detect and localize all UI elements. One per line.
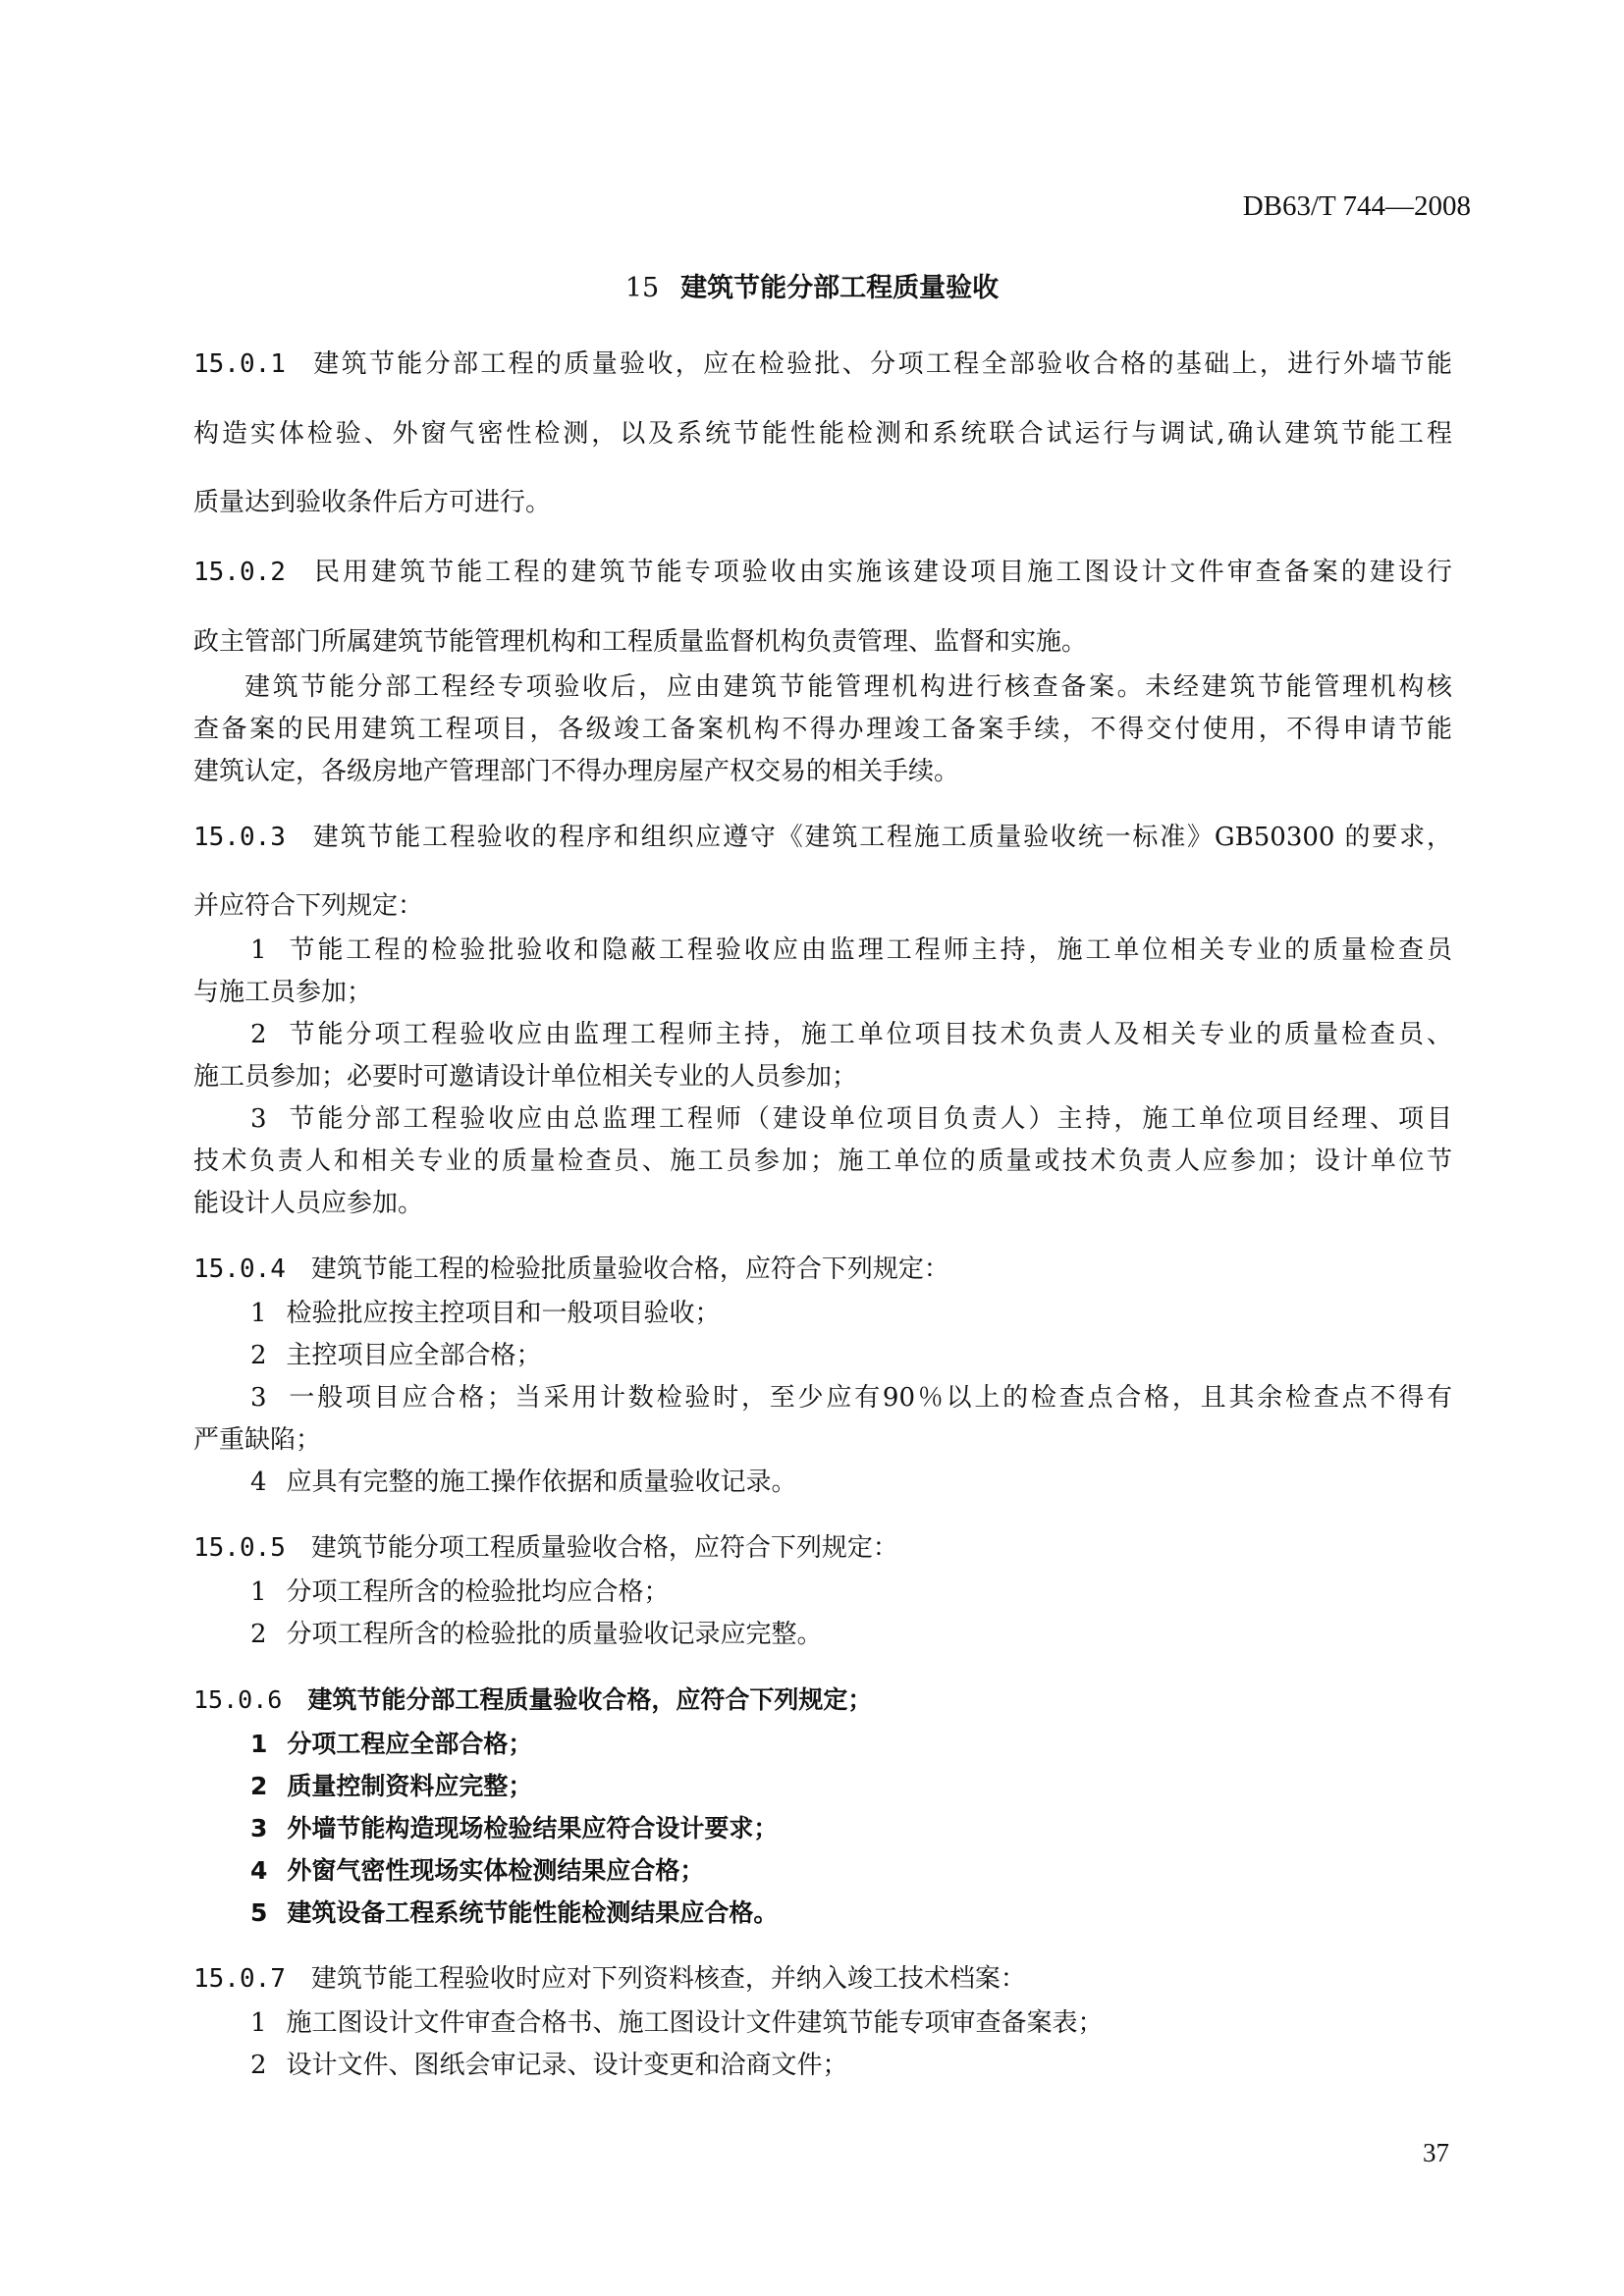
list-item: 4 外窗气密性现场实体检测结果应合格； bbox=[250, 1856, 705, 1885]
item-number: 1 bbox=[250, 1577, 267, 1607]
clause-15-0-3-line: 15.0.3 建筑节能工程验收的程序和组织应遵守《建筑工程施工质量验收统一标准》GB50300 的要求， bbox=[193, 823, 1452, 852]
clause-15-0-1-line: 质量达到验收条件后方可进行。 bbox=[193, 488, 552, 517]
item-number: 2 bbox=[250, 2051, 267, 2080]
clause-15-0-1-line: 15.0.1 建筑节能分部工程的质量验收，应在检验批、分项工程全部验收合格的基础上，进行外墙节能 bbox=[193, 349, 1452, 379]
list-item: 1 检验批应按主控项目和一般项目验收； bbox=[250, 1299, 721, 1328]
paragraph-line: 查备案的民用建筑工程项目，各级竣工备案机构不得办理竣工备案手续，不得交付使用，不得申请节能 bbox=[193, 715, 1452, 744]
list-item-continuation: 施工员参加；必要时可邀请设计单位相关专业的人员参加； bbox=[193, 1062, 858, 1092]
list-item-continuation: 技术负责人和相关专业的质量检查员、施工员参加；施工单位的质量或技术负责人应参加；设计单位节 bbox=[193, 1147, 1452, 1176]
list-item: 1 节能工程的检验批验收和隐蔽工程验收应由监理工程师主持，施工单位相关专业的质量检查员 bbox=[250, 935, 1452, 965]
item-number: 4 bbox=[250, 1856, 268, 1885]
list-item: 2 主控项目应全部合格； bbox=[250, 1341, 542, 1370]
item-number: 1 bbox=[250, 1730, 268, 1758]
list-item: 3 外墙节能构造现场检验结果应符合设计要求； bbox=[250, 1814, 779, 1842]
chapter-title-text: 建筑节能分部工程质量验收 bbox=[680, 273, 1000, 303]
list-item-continuation: 严重缺陷； bbox=[193, 1425, 322, 1455]
page-number: 37 bbox=[1423, 2138, 1449, 2167]
item-number: 3 bbox=[250, 1814, 268, 1842]
list-item: 1 分项工程所含的检验批均应合格； bbox=[250, 1577, 670, 1607]
item-number: 3 bbox=[250, 1383, 267, 1413]
clause-15-0-5-line: 15.0.5 建筑节能分项工程质量验收合格，应符合下列规定： bbox=[193, 1533, 898, 1563]
clause-15-0-6-line: 15.0.6 建筑节能分部工程质量验收合格，应符合下列规定； bbox=[193, 1685, 873, 1714]
list-item: 5 建筑设备工程系统节能性能检测结果应合格。 bbox=[250, 1898, 779, 1927]
item-number: 5 bbox=[250, 1898, 268, 1927]
list-item: 2 设计文件、图纸会审记录、设计变更和洽商文件； bbox=[250, 2051, 848, 2080]
list-item-continuation: 与施工员参加； bbox=[193, 978, 373, 1007]
item-number: 2 bbox=[250, 1772, 268, 1800]
item-number: 2 bbox=[250, 1341, 267, 1370]
item-number: 2 bbox=[250, 1620, 267, 1649]
chapter-title bbox=[0, 275, 1624, 301]
list-item: 4 应具有完整的施工操作依据和质量验收记录。 bbox=[250, 1468, 797, 1497]
list-item: 1 分项工程应全部合格； bbox=[250, 1730, 533, 1758]
clause-number: 15.0.6 bbox=[193, 1685, 283, 1714]
clause-number: 15.0.4 bbox=[193, 1255, 286, 1284]
chapter-number: 15 bbox=[624, 273, 660, 303]
standard-code: DB63/T 744—2008 bbox=[1242, 190, 1471, 222]
list-item: 2 节能分项工程验收应由监理工程师主持，施工单位项目技术负责人及相关专业的质量检查员、 bbox=[250, 1020, 1452, 1049]
item-number: 1 bbox=[250, 935, 267, 965]
clause-15-0-3-line: 并应符合下列规定： bbox=[193, 891, 424, 921]
list-item: 2 质量控制资料应完整； bbox=[250, 1772, 533, 1800]
clause-15-0-2-line: 15.0.2 民用建筑节能工程的建筑节能专项验收由实施该建设项目施工图设计文件审查备案的建设行 bbox=[193, 558, 1452, 587]
clause-number: 15.0.1 bbox=[193, 349, 286, 379]
clause-number: 15.0.7 bbox=[193, 1964, 286, 1994]
paragraph-line: 建筑认定，各级房地产管理部门不得办理房屋产权交易的相关手续。 bbox=[193, 757, 960, 786]
clause-15-0-2-line: 政主管部门所属建筑节能管理机构和工程质量监督机构负责管理、监督和实施。 bbox=[193, 627, 1088, 657]
paragraph-line: 建筑节能分部工程经专项验收后，应由建筑节能管理机构进行核查备案。未经建筑节能管理机构核 bbox=[244, 672, 1452, 702]
clause-15-0-4-line: 15.0.4 建筑节能工程的检验批质量验收合格，应符合下列规定： bbox=[193, 1255, 949, 1284]
item-number: 2 bbox=[250, 1020, 267, 1049]
list-item: 2 分项工程所含的检验批的质量验收记录应完整。 bbox=[250, 1620, 823, 1649]
item-number: 4 bbox=[250, 1468, 267, 1497]
list-item: 3 一般项目应合格；当采用计数检验时，至少应有90％以上的检查点合格，且其余检查点不得有 bbox=[250, 1383, 1452, 1413]
list-item: 1 施工图设计文件审查合格书、施工图设计文件建筑节能专项审查备案表； bbox=[250, 2008, 1104, 2038]
item-number: 3 bbox=[250, 1104, 267, 1134]
clause-15-0-1-line: 构造实体检验、外窗气密性检测，以及系统节能性能检测和系统联合试运行与调试,确认建筑节能工程 bbox=[193, 419, 1452, 449]
item-number: 1 bbox=[250, 1299, 267, 1328]
clause-number: 15.0.5 bbox=[193, 1533, 286, 1563]
clause-number: 15.0.2 bbox=[193, 558, 286, 587]
clause-15-0-7-line: 15.0.7 建筑节能工程验收时应对下列资料核查，并纳入竣工技术档案： bbox=[193, 1964, 1026, 1994]
clause-number: 15.0.3 bbox=[193, 823, 286, 852]
item-number: 1 bbox=[250, 2008, 267, 2038]
list-item: 3 节能分部工程验收应由总监理工程师（建设单位项目负责人）主持，施工单位项目经理、项目 bbox=[250, 1104, 1452, 1134]
list-item-continuation: 能设计人员应参加。 bbox=[193, 1189, 424, 1218]
